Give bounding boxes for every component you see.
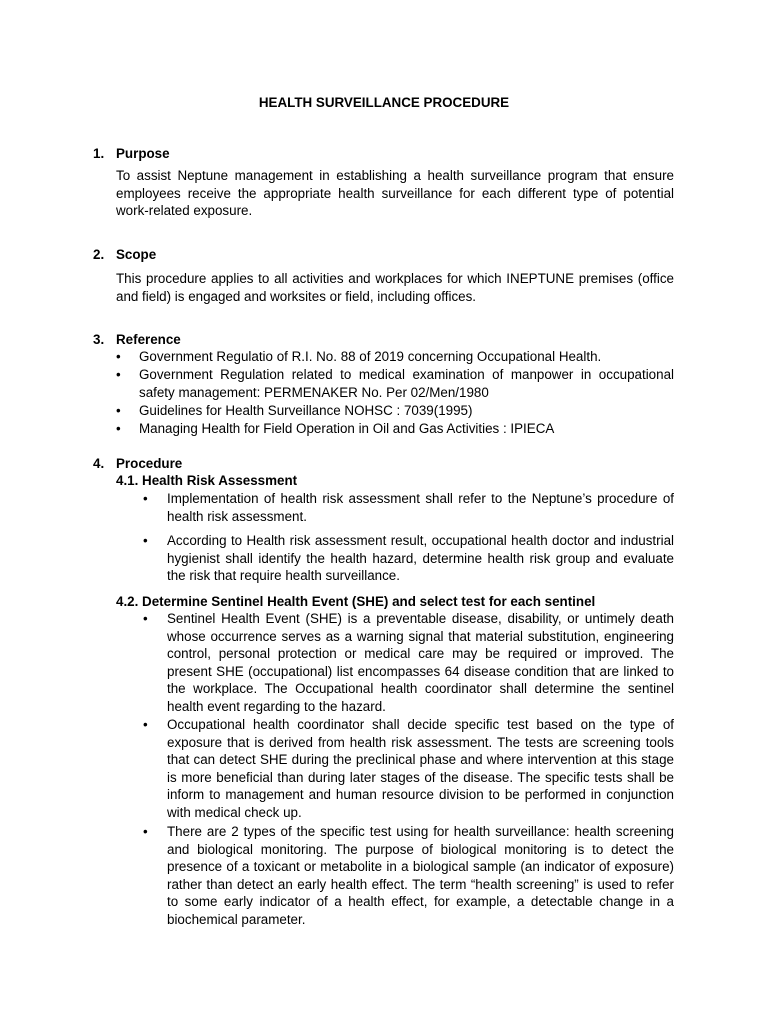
section-2-number: 2.	[93, 247, 105, 262]
section-4-number: 4.	[93, 456, 105, 471]
section-2-text: This procedure applies to all activities and workplaces for which INEPTUNE premises (office and field) is engaged and worksites or field, including offices.	[116, 271, 674, 304]
section-2-heading: Scope	[116, 247, 157, 262]
subsection-4-2-heading: 4.2. Determine Sentinel Health Event (SHE) and select test for each sentinel	[116, 594, 596, 609]
document-page: HEALTH SURVEILLANCE PROCEDURE 1. Purpose To assist Neptune management in establishing a health surveillance program that ensure employees receive the appropriate health surveillance for each different type of potential work-related exposure. 2. Scope This procedure applies to all activities and workplaces for which INEPTUNE premises (office and field) is engaged and worksites or field, including offices. 3. Reference • Government Regulatio of R.I. No. 88 of 2019 concerning Occupational Health. • Government Regulation related to medical examination of manpower in occupational safety management: PERMENAKER No. Per 02/Men/1980 • Guidelines for Health Surveillance NOHSC : 7039(1995) • Managing Health for Field Operation in Oil and Gas Activities : IPIECA 4. Procedure 4.1. Health Risk Assessment • Implementation of health risk assessment shall refer to the Neptune’s procedure of health risk assessment. • According to Health risk assessment result, occupational health doctor and industrial hygienist shall identify the health hazard, determine health risk group and evaluate the risk that require health surveillance. 4.2. Determine Sentinel Health Event (SHE) and select test for each sentinel • Sentinel Health Event (SHE) is a preventable disease, disability, or untimely death whose occurrence serves as a warning signal that material substitution, engineering control, personal protection or medical care may be required or improved. The present SHE (occupational) list encompasses 64 disease condition that are linked to the workplace. The Occupational health coordinator shall determine the sentinel health event regarding to the hazard. • Occupational health coordinator shall decide specific test based on the type of exposure that is derived from health risk assessment. The tests are screening tools that can detect SHE during the preclinical phase and where intervention at this stage is more beneficial than during later stages of the disease. The specific tests shall be inform to management and human resource division to be performed in conjunction with medical check up. • There are 2 types of the specific test using for health surveillance: health screening and biological monitoring. The purpose of biological monitoring is to detect the presence of a toxicant or metabolite in a biological sample (an indicator of exposure) rather than detect an early health effect. The term “health screening” is used to refer to some early indicator of a health effect, for example, a detectable change in a biochemical parameter.	[0, 0, 768, 1024]
section-1-heading: Purpose	[116, 146, 170, 161]
section-3-number: 3.	[93, 332, 105, 347]
bullet-icon: •	[116, 421, 121, 436]
bullet-icon: •	[143, 533, 148, 548]
section-3-heading: Reference	[116, 332, 181, 347]
section-4-heading: Procedure	[116, 456, 183, 471]
bullet-icon: •	[116, 403, 121, 418]
subsection-4-1-heading: 4.1. Health Risk Assessment	[116, 473, 298, 488]
section-1-text: To assist Neptune management in establishing a health surveillance program that ensure employees receive the appropriate health surveillance for each different type of potential work-related exposure.	[116, 168, 674, 218]
bullet-icon: •	[143, 717, 148, 732]
document-title: HEALTH SURVEILLANCE PROCEDURE	[258, 95, 510, 110]
bullet-icon: •	[116, 349, 121, 364]
bullet-icon: •	[143, 824, 148, 839]
bullet-icon: •	[116, 367, 121, 382]
section-1-number: 1.	[93, 146, 105, 161]
bullet-icon: •	[143, 611, 148, 626]
bullet-icon: •	[143, 491, 148, 506]
